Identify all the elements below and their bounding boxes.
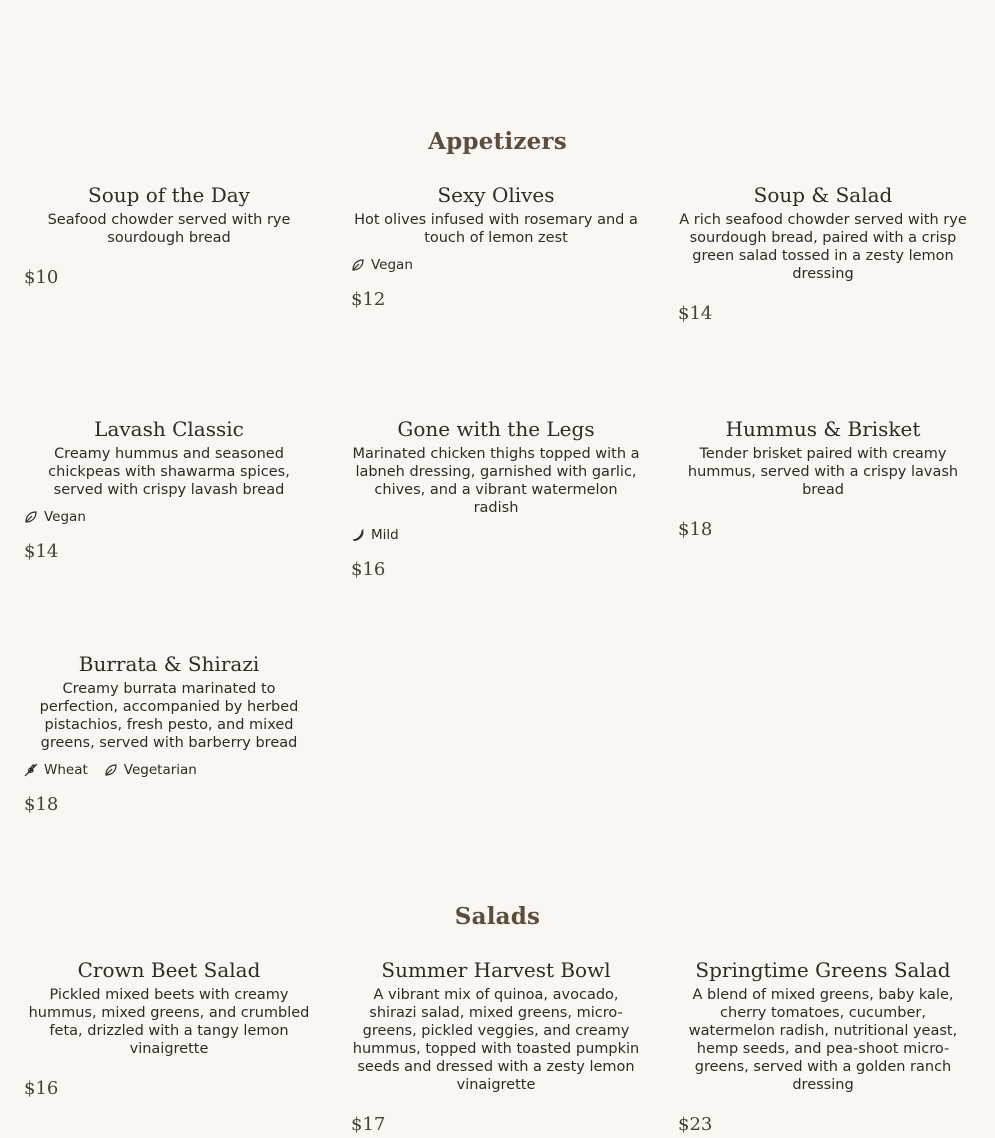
item-name: Summer Harvest Bowl	[381, 958, 611, 982]
tag-wheat	[24, 762, 88, 778]
item-description: A blend of mixed greens, baby kale, cherry tomatoes, cucumber, watermelon radish, nutritional yeast, hemp seeds, and pea-shoot micro-greens, served with a golden ranch dressing	[688, 987, 958, 1093]
tag-vegan	[351, 257, 413, 273]
menu-item[interactable]	[351, 958, 641, 1136]
item-price: $16	[24, 1078, 59, 1099]
item-price: $10	[24, 267, 59, 288]
menu-item[interactable]	[678, 417, 968, 541]
item-description: Creamy burrata marinated to perfection, accompanied by herbed pistachios, fresh pesto, and mixed greens, served with barberry bread	[39, 681, 299, 751]
item-description: Creamy hummus and seasoned chickpeas with shawarma spices, served with crispy lavash bread	[48, 446, 290, 498]
item-description: Seafood chowder served with rye sourdough bread	[47, 212, 291, 246]
dietary-tags	[351, 525, 641, 545]
menu-item[interactable]	[24, 652, 314, 816]
item-price: $18	[678, 519, 713, 540]
section-title-appetizers: Appetizers	[428, 128, 567, 155]
item-name: Hummus & Brisket	[725, 417, 921, 441]
chili-icon	[351, 528, 365, 542]
item-name: Crown Beet Salad	[77, 958, 261, 982]
menu-item[interactable]	[351, 417, 641, 581]
item-price: $12	[351, 289, 386, 310]
tag-label: Vegan	[44, 509, 86, 525]
tag-label: Wheat	[44, 762, 88, 778]
leaf-icon	[104, 763, 118, 777]
tag-label: Vegetarian	[123, 762, 197, 778]
item-description: A rich seafood chowder served with rye sourdough bread, paired with a crisp green salad tossed in a zesty lemon dressing	[679, 212, 967, 282]
item-price: $17	[351, 1114, 386, 1135]
menu-item[interactable]	[351, 183, 641, 311]
dietary-tags	[351, 255, 641, 275]
item-name: Gone with the Legs	[397, 417, 595, 441]
item-description: A vibrant mix of quinoa, avocado, shirazi salad, mixed greens, micro-greens, pickled veggies, and creamy hummus, topped with toasted pumpkin seeds and dressed with a zesty lemon vinaigrette	[352, 987, 640, 1093]
item-name: Lavash Classic	[94, 417, 244, 441]
menu-item[interactable]	[24, 417, 314, 563]
leaf-icon	[24, 510, 38, 524]
section-title-salads: Salads	[454, 903, 541, 930]
menu-item[interactable]	[678, 958, 968, 1136]
item-price: $14	[678, 303, 713, 324]
item-price: $18	[24, 794, 59, 815]
item-price: $23	[678, 1114, 713, 1135]
dietary-tags	[24, 760, 314, 780]
item-price: $16	[351, 559, 386, 580]
menu-item[interactable]	[678, 183, 968, 325]
item-name: Soup of the Day	[88, 183, 250, 207]
menu-item[interactable]	[24, 958, 314, 1100]
tag-label: Mild	[371, 527, 399, 543]
item-description: Pickled mixed beets with creamy hummus, mixed greens, and crumbled feta, drizzled with a tangy lemon vinaigrette	[28, 987, 310, 1057]
leaf-icon	[351, 258, 365, 272]
wheat-icon	[24, 763, 38, 777]
tag-label: Vegan	[371, 257, 413, 273]
dietary-tags	[24, 507, 314, 527]
item-price: $14	[24, 541, 59, 562]
item-name: Soup & Salad	[753, 183, 893, 207]
item-description: Marinated chicken thighs topped with a labneh dressing, garnished with garlic, chives, and a vibrant watermelon radish	[352, 446, 640, 516]
tag-vegan	[24, 509, 86, 525]
tag-vegetarian	[104, 762, 197, 778]
item-description: Tender brisket paired with creamy hummus, served with a crispy lavash bread	[687, 446, 959, 498]
tag-mild	[351, 527, 399, 543]
item-name: Burrata & Shirazi	[78, 652, 260, 676]
menu-item[interactable]	[24, 183, 314, 289]
item-name: Springtime Greens Salad	[695, 958, 951, 982]
item-name: Sexy Olives	[437, 183, 555, 207]
item-description: Hot olives infused with rosemary and a touch of lemon zest	[354, 212, 638, 246]
